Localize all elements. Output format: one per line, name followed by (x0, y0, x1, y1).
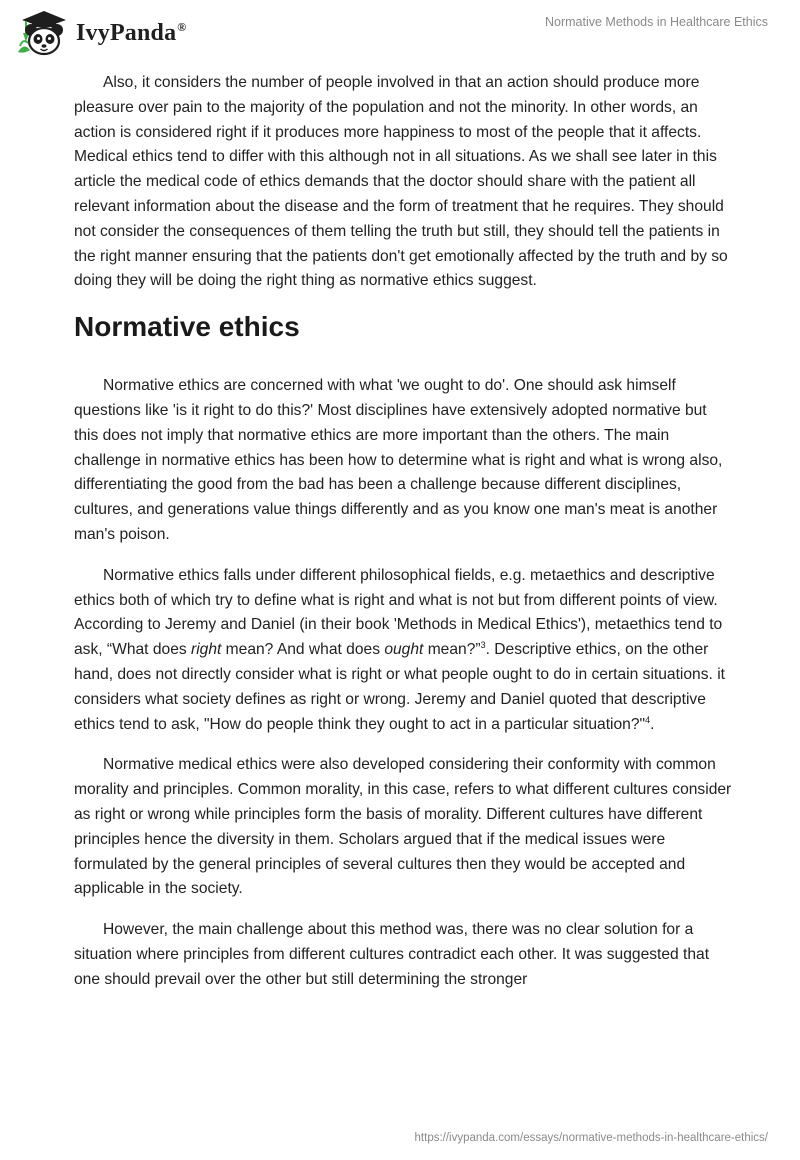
source-url[interactable]: https://ivypanda.com/essays/normative-methods-in-healthcare-ethics/ (414, 1132, 768, 1144)
ivypanda-logo[interactable] (14, 8, 186, 58)
article-body (74, 71, 734, 1009)
paragraph-common-morality: Normative medical ethics were also developed considering their conformity with common morality and principles. Common morality, in this case, refers to what different cultures consider as right or wrong while principles form the basis of morality. Different cultures have different principles hence the diversity in them. Scholars argued that if the medical issues were formulated by the general principles of several cultures then they would be accepted and applicable in the society. (74, 756, 732, 898)
document-title: Normative Methods in Healthcare Ethics (544, 15, 768, 29)
footnote-ref-3[interactable]: 3 (480, 639, 486, 650)
text-segment: . Descriptive ethics, on the other hand, does not directly consider what is right or what people ought to do in certain situations. it considers what society defines as right or wrong. Jeremy and Daniel quoted that descriptive ethics tend to ask, "How do people think they ought to act in a particular situation?" (74, 641, 725, 733)
registered-mark: ® (177, 19, 187, 34)
page-header (0, 0, 800, 70)
paragraph-utilitarian: Also, it considers the number of people involved in that an action should produce more pleasure over pain to the majority of the population and not the minority. In other words, an action is considered right if it produces more happiness to most of the people that it affects. Medical ethics tend to differ with this although not in all situations. As we shall see later in this article the medical code of ethics demands that the doctor should share with the patient all relevant information about the disease and the form of treatment that he requires. They should not consider the consequences of them telling the truth but still, they should tell the patients in the right manner ensuring that the patients don't get emotionally affected by the truth and by so doing they will be doing the right thing as normative ethics suggest. (74, 74, 728, 290)
paragraph-philosophical-fields (74, 564, 734, 738)
text-segment: mean? And what does (221, 641, 385, 659)
brand-name (76, 20, 186, 47)
text-segment: Normative ethics falls under different philosophical fields, e.g. metaethics and descriptive ethics both of which try to define what is right and what is not but from different points of view. According to Jeremy and Daniel (in their book 'Methods in Medical Ethics'), metaethics tend to ask, “What does (74, 566, 723, 659)
text-segment: mean?” (423, 641, 481, 659)
paragraph-challenge: However, the main challenge about this method was, there was no clear solution for a situation where principles from different cultures contradict each other. It was suggested that one should prevail over the other but still determining the stronger (74, 921, 710, 988)
paragraph-normative-definition: Normative ethics are concerned with what 'we ought to do'. One should ask himself questions like 'is it right to do this?' Most disciplines have extensively adopted normative but this does not imply that normative ethics are more important than the others. The main challenge in normative ethics has been how to determine what is right and what is wrong also, differentiating the good from the bad has been a challenge because different disciplines, cultures, and generations value things differently and as you know one man's meat is another man's poison. (74, 377, 723, 543)
footnote-ref-4[interactable]: 4 (645, 714, 651, 725)
section-heading: Normative ethics (74, 311, 300, 343)
brand-text: IvyPanda (76, 19, 177, 46)
text-segment: . (650, 715, 655, 733)
emphasis-ought: ought (384, 641, 424, 659)
panda-graduate-icon (14, 8, 70, 58)
emphasis-right: right (191, 641, 222, 659)
